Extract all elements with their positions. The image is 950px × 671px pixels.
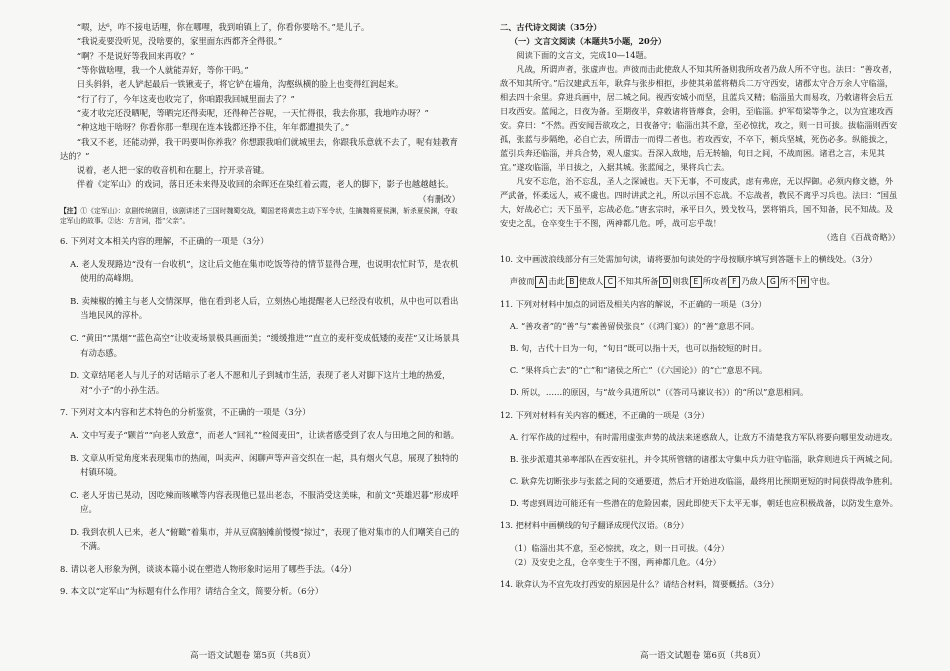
passage-paragraph: 凡安不忘危，治不忘乱，圣人之深诫也。天下无事，不可废武，虑有弗庶，无以捍御。必须内修文德，外严武备，怀柔远人，戒不虞也。四时讲武之礼，所以示国不忘战。不忘战者，教民不离乎习兵也。法曰：“国虽大，好战必亡；天下虽平，忘战必危。”唐玄宗时，承平日久，毁戈牧马，罢将销兵，国不知备，民不知战。及安史之乱，仓卒变生于不图，两神都几危。呼，战可忘乎哉！	[500, 176, 898, 228]
question-11-option-a: A. “善攻者”的“善”与“素善留侯张良”（《鸿门宴》）的“善”意思不同。	[509, 320, 760, 331]
question-6-option-a: A. 老人发现路边“没有一台收机”，这让后文他在集市吃饭等待的情节显得合理，也说明农忙时节，是农机使用的高峰期。	[70, 259, 459, 284]
question-12-option-a: A. 行军作战的过程中，有时需用虚张声势的战法来迷惑敌人，让敌方不清楚我方军队将要向哪里发动进攻。	[509, 431, 898, 442]
question-6-option-d: D. 文章结尾老人与儿子的对话暗示了老人不愿和儿子到城市生活，表现了老人对脚下这片土地的热爱，对“小子”的小孙生活。	[70, 370, 451, 395]
letter-box: D	[659, 276, 671, 288]
question-10-stem: 10. 文中画波浪线部分有三处需加句读，请将要加句读处的字母按顺序填写到答题卡上的横线处。（3分）	[500, 254, 877, 265]
right-page	[500, 20, 900, 599]
segment: 声彼而	[509, 276, 535, 287]
segment: 其所备	[633, 276, 659, 287]
footnote	[60, 206, 460, 226]
question-7-option-b: B. 文章从听觉角度来表现集市的热闹，叫卖声、闲聊声等声音交织在一起，具有烟火气息，展现了独特的村镇环境。	[70, 452, 459, 477]
story-paragraph: “麦才收完还没晒呢，等晒完还得卖呢，还得种芒谷呢，一天忙得很，我去你那，我地咋办呀？”	[76, 107, 429, 118]
question-11-stem: 11. 下列对材料中加点的词语及相关内容的解说，不正确的一项是（3分）	[500, 298, 767, 309]
story-paragraph: 伴着《定军山》的戏词，落日还未来得及收回的余晖还在染红着云霞，老人的脚下，影子也越越越长。	[76, 179, 454, 190]
story-paragraph: “等你做啥哩，我一个人就能弄好，等你干吗。”	[76, 64, 249, 75]
footnote-label: 【注】	[60, 207, 81, 216]
question-13-stem: 13. 把材料中画横线的句子翻译成现代汉语。（8分）	[500, 520, 689, 531]
question-13-sentence-1: （1）临淄出其不意，至必惊扰，攻之，则一日可拔。（4分）	[509, 542, 730, 553]
question-12-option-c: C. 耿弇先切断张步与张蓝之间的交通要道，然后才开始进攻临淄，最终用比预期更短的时间获得战争胜利。	[509, 476, 898, 487]
story-paragraph: “啊？不是说好等我回来再收？”	[76, 50, 195, 61]
question-11-option-b: B. 旬，古代十日为一旬，“旬日”既可以指十天，也可以指较短的时日。	[509, 342, 767, 353]
section-title: 二、古代诗文阅读（35分）	[500, 22, 602, 32]
story-paragraph: “行了行了，今年这麦也收完了，你咱跟我回城里面去了？”	[76, 93, 295, 104]
question-7-option-c: C. 老人牙齿已晃动，因吃辣而咳嗽等内容表现他已显出老态，不服消受这美味，和前文“英雄迟暮”形成呼应。	[70, 489, 459, 514]
story-paragraph: 日头斜斜，老人铲起最后一铁锹麦子，将它铲在墙角，沟壑纵横的脸上也变得红润起来。	[76, 79, 404, 90]
question-6-option-c: C. “黄田”“黑烟”“蓝色高空”让收麦场景极具画面美；“缓缓推进”“直立的麦秆变成低矮的麦茬”又让场景具有动态感。	[70, 333, 460, 358]
story-paragraph: “我又不老，还能动弹，我干吗要叫你养我？你想跟我咱们就城里去，你跟我乐意就不去了，呢有娃教育达的？”	[60, 136, 458, 161]
source-note: （有删改）	[418, 193, 460, 204]
letter-box: E	[690, 276, 702, 288]
segment: 不知	[617, 276, 634, 287]
segment: 击此	[548, 276, 565, 287]
question-13-sentence-2: （2）及安史之乱，仓卒变生于不图，两神都几危。（4分）	[509, 556, 721, 567]
story-paragraph: 说着，老人把一家的收音机和在腿上，拧开录音键。	[76, 165, 270, 176]
subsection-title: （一）文言文阅读（本题共5小题，20分）	[509, 36, 667, 46]
right-page-footer: 高一语文试题卷 第6页（共8页）	[640, 651, 766, 661]
question-11-option-d: D. 所以，……的原因，与“故今具道所以”（《答司马谏议书》）的“所以”意思相同。	[509, 387, 809, 398]
letter-box: F	[728, 276, 740, 288]
footnote-text: ①《定军山》：京剧传统剧目，该剧讲述了三国时魏蜀交战，蜀国老将黄忠主动下军令状，生擒魏将夏侯渊，斩杀夏侯渊，夺取定军山的故事。②达：方言词，指“父亲”。	[60, 207, 458, 226]
instruction: 阅读下面的文言文，完成10—14题。	[516, 50, 652, 60]
question-7-option-a: A. 文中写麦子“颗首”“向老人致意”，而老人“回礼”“检阅麦田”，让读者感受到了农人与田地之间的和谐。	[70, 429, 460, 440]
story-paragraph: “我说麦要没听见，没啥要的，家里面东西都齐全得很。”	[76, 36, 283, 47]
segment: 所攻者	[702, 276, 728, 287]
letter-box: C	[604, 276, 616, 288]
question-12-stem: 12. 下列对材料有关内容的概述，不正确的一项是（3分）	[500, 409, 710, 420]
question-7-option-d: D. 我到农机人已来，老人“俯瞰”着集市，并从豆腐脑摊前慢慢“掠过”，表现了他对集市的人们嘲笑自己的不满。	[70, 526, 460, 551]
passage-source: （选自《百战奇略》）	[822, 232, 900, 242]
letter-box: A	[535, 276, 547, 288]
story-paragraph: “种这地干啥呀？你看你那一犁现在连本钱都还挣不住，年年都遭损失了。”	[76, 122, 350, 133]
question-7-stem: 7. 下列对文本内容和艺术特色的分析鉴赏，不正确的一项是（3分）	[60, 407, 311, 418]
segment: 则我	[672, 276, 689, 287]
letter-box: B	[566, 276, 578, 288]
question-6-option-b: B. 卖辣椒的摊主与老人交情深厚，他在看到老人后，立刻热心地提醒老人已经没有收机，从中也可以看出当地民风的淳朴。	[70, 296, 459, 321]
segment: 所不	[779, 276, 797, 287]
segment: 守也。	[810, 276, 835, 287]
segment: 乃敌人	[741, 276, 766, 287]
question-11-option-c: C. “果将兵亡去”的“亡”和“诸侯之所亡”（《六国论》）的“亡”意思不同。	[509, 365, 768, 376]
story-paragraph: “喂，达⁶，咋不接电话哩，你在哪哩，我到咱镇上了，你看你要啥不。”是儿子。	[76, 22, 370, 32]
question-6-stem: 6. 下列对文本相关内容的理解，不正确的一项是（3分）	[60, 236, 269, 247]
left-page	[60, 20, 460, 607]
segment: 使敌人	[578, 276, 604, 287]
question-9: 9. 本文以“定军山”为标题有什么作用？请结合全文，简要分析。（6分）	[60, 586, 324, 597]
punctuation-line	[500, 274, 900, 288]
left-page-footer: 高一语文试题卷 第5页（共8页）	[190, 651, 316, 661]
question-8: 8. 请以老人形象为例，谈谈本篇小说在塑造人物形象时运用了哪些手法。（4分）	[60, 563, 357, 574]
letter-box: H	[797, 276, 809, 288]
letter-box: G	[767, 276, 779, 288]
passage-paragraph: 凡战，所谓声者，张虚声也。声彼而击此使敌人不知其所备则我所攻者乃敌人所不守也。法曰：“善攻者，敌不知其所守。”后汉建武五年，耿弇与张步相拒，步使其弟蓝将精兵二万守西安，诸郡太守合万余人守临淄，相去四十余里。弇进兵画中，居二城之间。视西安城小而坚，且蓝兵又精；临淄虽大而易攻，乃敕诸将会后五日攻西安。蓝闻之，日夜为备。至期夜半，弇敕诸将皆蓐食，会明，至临淄。护军荀梁等争之，以为宜速攻西安。弇曰：“不然。西安闻吾欲攻之，日夜备守；临淄出其不意，至必惊扰，攻之，则一日可拔。拔临淄则西安孤，张蓝与步隔绝，必自亡去，所谓击一而得二者也。若攻西安，不卒下，顿兵坚城，死伤必多。纵能拔之，蓝引兵奔还临淄，并兵合势，观人虚实。吾深入敌地，后无转输，旬日之间，不战而困。诸君之言，未见其宜。”遂攻临淄，半日拔之，入据其城。张蓝闻之，果将兵亡去。	[500, 64, 898, 172]
question-14: 14. 耿弇认为不宜先攻打西安的原因是什么？请结合材料，简要概括。（3分）	[500, 578, 779, 589]
question-12-option-b: B. 张步派遣其弟率部队在西安驻扎，并令其所管辖的诸郡太守集中兵力驻守临淄，耿弇则进兵于两城之间。	[509, 453, 898, 464]
question-12-option-d: D. 考虑到周边可能还有一些潜在的危险因素，因此即使天下太平无事，朝廷也应积极战备，以防发生意外。	[509, 498, 898, 509]
